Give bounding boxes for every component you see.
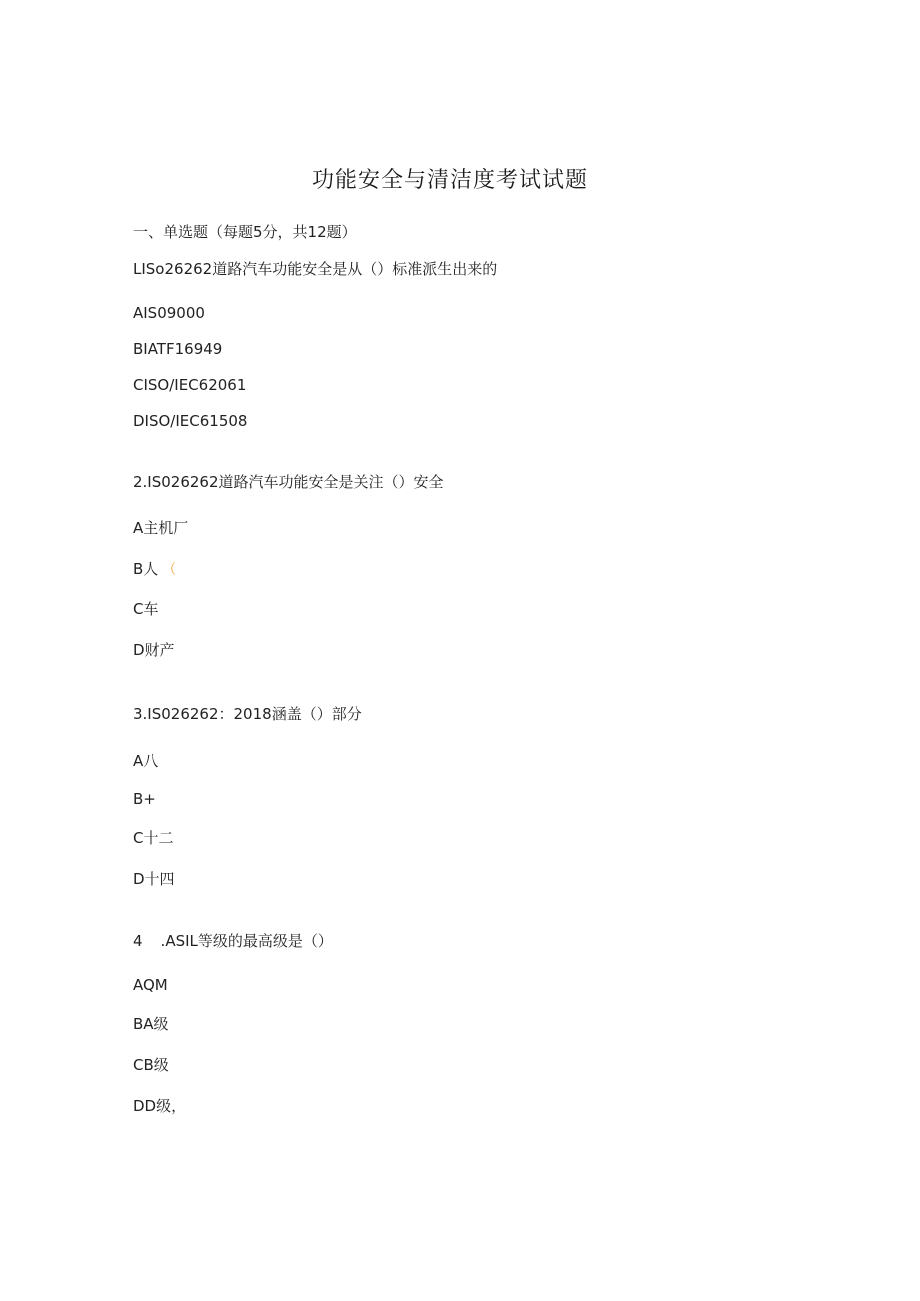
question-4-option-a: AQM xyxy=(133,976,168,994)
question-4-option-c: CB级 xyxy=(133,1056,169,1074)
question-1-option-c: CISO/IEC62061 xyxy=(133,376,247,394)
question-3-option-c: C十二 xyxy=(133,829,174,847)
question-2-option-c: C车 xyxy=(133,600,159,618)
question-1-stem: LISo26262道路汽车功能安全是从（）标准派生出来的 xyxy=(133,260,498,278)
question-2-option-b: B人 xyxy=(133,560,159,578)
question-1-option-d: DISO/IEC61508 xyxy=(133,412,248,430)
question-4-option-b: BA级 xyxy=(133,1015,169,1033)
page-title: 功能安全与清洁度考试试题 xyxy=(311,168,588,193)
question-3-option-b: B+ xyxy=(133,790,156,808)
question-3-option-a: A八 xyxy=(133,752,159,770)
question-3-stem: 3.IS026262：2018涵盖（）部分 xyxy=(133,705,362,723)
question-4-stem-row xyxy=(133,931,333,951)
question-1-option-b: BIATF16949 xyxy=(133,340,223,358)
question-3-option-d: D十四 xyxy=(133,870,175,888)
question-4-number: 4 xyxy=(133,932,143,950)
question-4-stem: .ASIL等级的最高级是（） xyxy=(160,932,333,950)
question-2-stem: 2.IS026262道路汽车功能安全是关注（）安全 xyxy=(133,473,444,491)
question-2-option-a: A主机厂 xyxy=(133,519,189,537)
question-2-option-d: D财产 xyxy=(133,641,175,659)
section-heading: 一、单选题（每题5分，共12题） xyxy=(133,223,357,241)
question-1-option-a: AIS09000 xyxy=(133,304,205,322)
question-4-option-d: DD级， xyxy=(133,1097,187,1115)
question-2-option-b-row xyxy=(133,559,176,580)
question-2-option-b-mark: （ xyxy=(162,562,177,578)
